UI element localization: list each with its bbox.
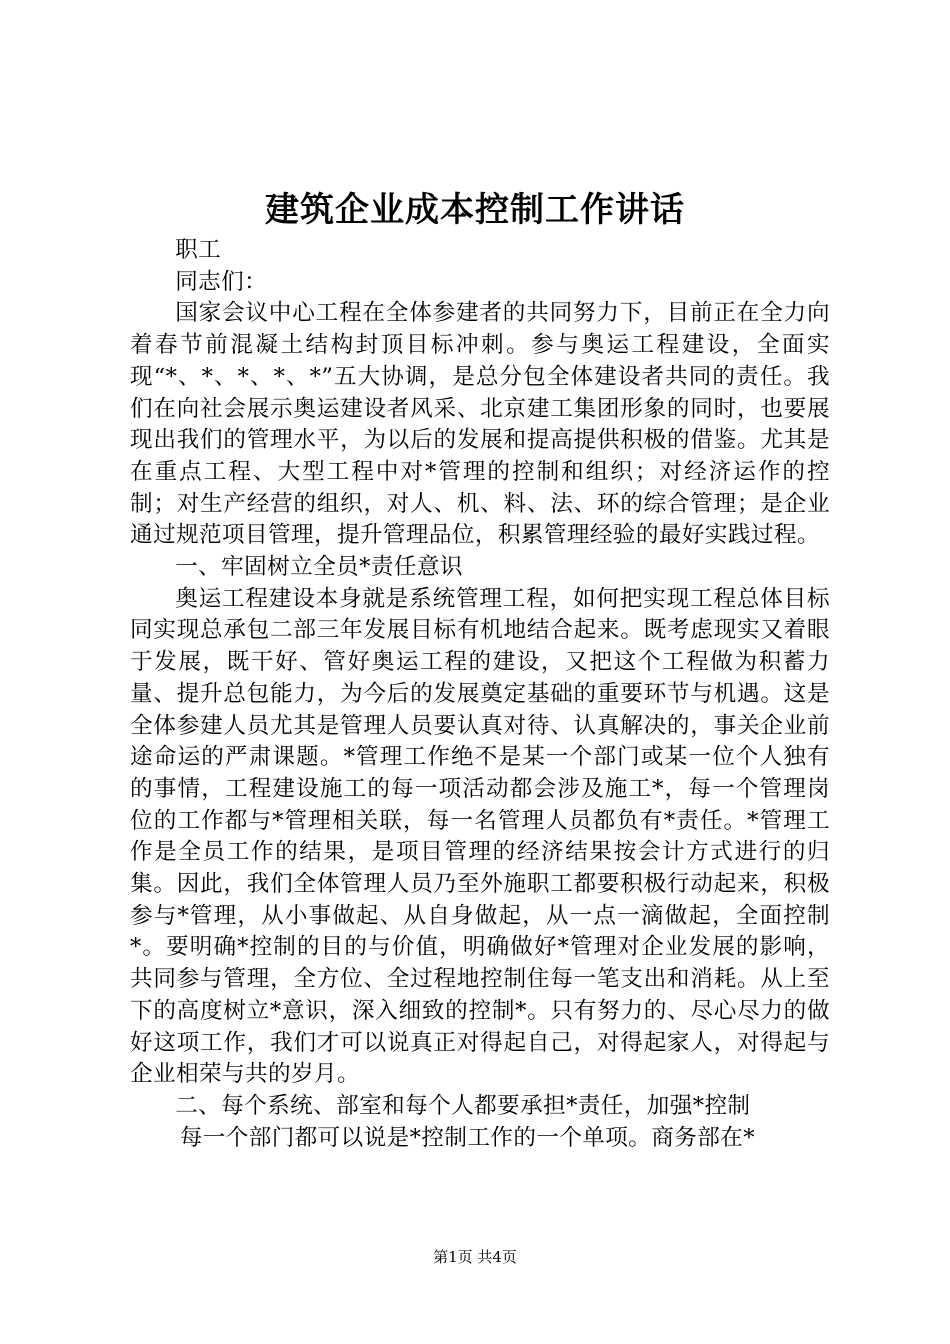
section-heading: 一、牢固树立全员*责任意识 [175, 554, 463, 581]
body-paragraph: 奥运工程建设本身就是系统管理工程，如何把实现工程总体目标同实现总承包二部三年发展目标有机地结合起来。既考虑现实又着眼于发展，既干好、管好奥运工程的建设，又把这个工程做为积蓄力量、提升总包能力，为今后的发展奠定基础的重要环节与机遇。这是全体参建人员尤其是管理人员要认真对待、认真解决的，事关企业前途命运的严肃课题。*管理工作绝不是某一个部门或某一位个人独有的事情，工程建设施工的每一项活动都会涉及施工*，每一个管理岗位的工作都与*管理相关联，每一名管理人员都负有*责任。*管理工作是全员工作的结果，是项目管理的经济结果按会计方式进行的归集。因此，我们全体管理人员乃至外施职工都要积极行动起来，积极参与*管理，从小事做起、从自身做起，从一点一滴做起，全面控制*。要明确*控制的目的与价值，明确做好*管理对企业发展的影响，共同参与管理，全方位、全过程地控制住每一笔支出和消耗。从上至下的高度树立*意识，深入细致的控制*。只有努力的、尽心尽力的做好这项工作，我们才可以说真正对得起自己，对得起家人，对得起与企业相荣与共的岁月。 [130, 585, 830, 1088]
salutation-line-1: 职工 [175, 237, 222, 263]
document-title: 建筑企业成本控制工作讲话 [265, 190, 685, 230]
salutation-line-2: 同志们： [175, 268, 268, 295]
section-heading: 二、每个系统、部室和每个人都要承担*责任，加强*控制 [175, 1092, 751, 1119]
body-paragraph: 每一个部门都可以说是*控制工作的一个单项。商务部在* [179, 1124, 755, 1151]
page-footer: 第1页 共4页 [433, 1248, 517, 1266]
body-paragraph: 国家会议中心工程在全体参建者的共同努力下，目前正在全力向着春节前混凝土结构封顶目标冲刺。参与奥运工程建设，全面实现“*、*、*、*、*”五大协调，是总分包全体建设者共同的责任。我们在向社会展示奥运建设者风采、北京建工集团形象的同时，也要展现出我们的管理水平，为以后的发展和提高提供积极的借鉴。尤其是在重点工程、大型工程中对*管理的控制和组织；对经济运作的控制；对生产经营的组织，对人、机、料、法、环的综合管理；是企业通过规范项目管理，提升管理品位，积累管理经验的最好实践过程。 [130, 300, 830, 549]
document-body [130, 235, 830, 1154]
